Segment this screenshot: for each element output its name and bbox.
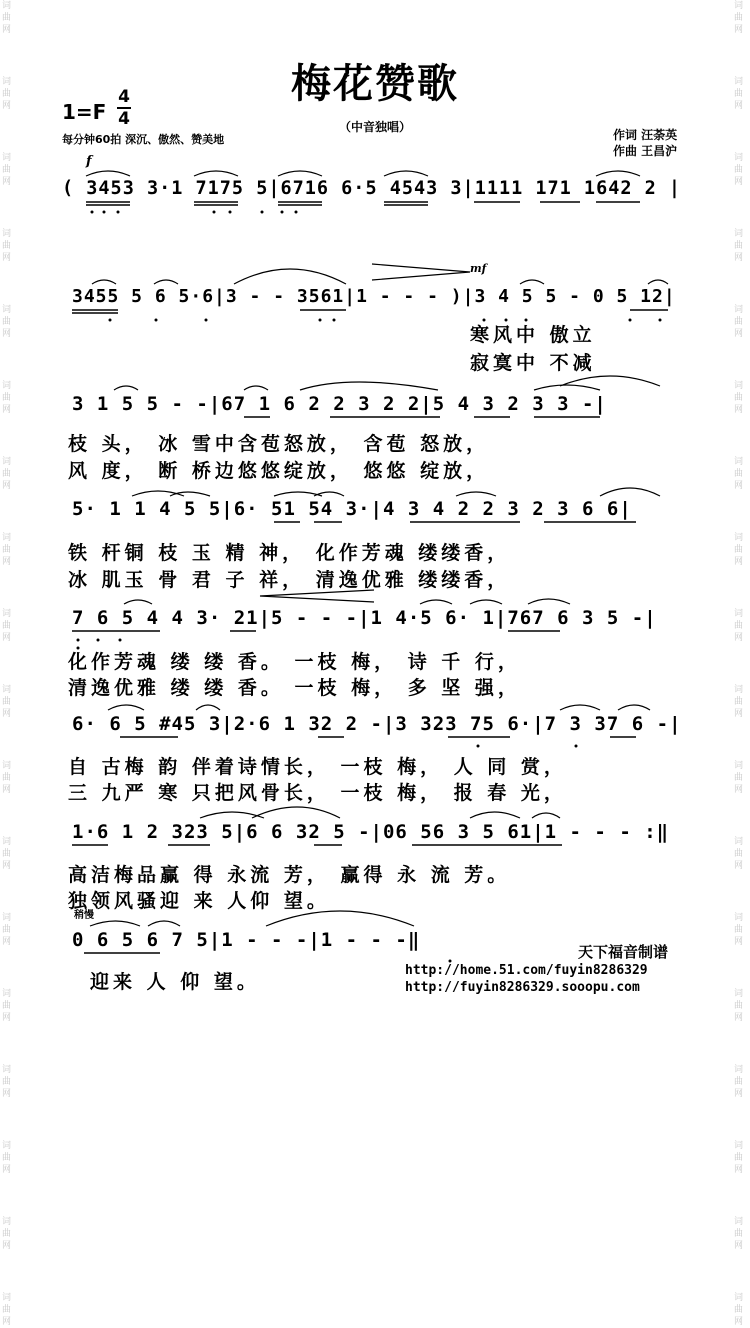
score-row-2: 3455 5 6 5·6|3 - - 3561|1 - - - )|3 4 5 5 - 0 5 12| (72, 286, 676, 307)
dynamic-mezzo-forte: mf (470, 262, 487, 275)
slur-arcs (86, 171, 668, 926)
score-row-1: ( 3453 3·1 7175 5|6716 6·5 4543 3|1111 171 1642 2 | (62, 178, 682, 199)
lyrics-row-7-verse-2: 独领风骚迎 来 人仰 望。 (68, 890, 330, 912)
lyrics-row-6-verse-1: 自 古梅 韵 伴着诗情长， 一枝 梅， 人 同 赏， (68, 756, 567, 778)
octave-dots (77, 211, 662, 963)
lyrics-row-8: 迎来 人 仰 望。 (90, 971, 260, 993)
footer-url-2: http://fuyin8286329.sooopu.com (405, 980, 640, 995)
score-row-4: 5· 1 1 4 5 5|6· 51 54 3·|4 3 4 2 2 3 2 3 6 6| (72, 498, 632, 520)
tempo-slow-marking: 稍慢 (74, 910, 94, 921)
lyrics-row-7-verse-1: 高洁梅品赢 得 永流 芳， 赢得 永 流 芳。 (68, 864, 511, 886)
underline-beams (72, 202, 668, 953)
score-row-7: 1·6 1 2 323 5|6 6 32 5 -|06 56 3 5 61|1 - - - :‖ (72, 821, 670, 843)
score-row-8: 0 6 5 6 7 5|1 - - -|1 - - -‖ (72, 929, 421, 951)
lyrics-row-3-verse-1: 枝 头， 冰 雪中含苞怒放， 含苞 怒放， (68, 433, 490, 455)
score-row-3: 3 1 5 5 - -|67 1 6 2 2 3 2 2|5 4 3 2 3 3 -| (72, 393, 607, 415)
lyricist-credit: 作词 汪荼英 (613, 128, 678, 142)
tempo-marking: 每分钟60拍 深沉、傲然、赞美地 (62, 133, 225, 146)
dynamic-forte: f (86, 154, 92, 169)
lyrics-row-6-verse-2: 三 九严 寒 只把风骨长， 一枝 梅， 报 春 光， (68, 782, 567, 804)
time-top: 4 (118, 87, 130, 107)
lyrics-row-2-verse-1: 寒风中 傲立 (470, 324, 596, 346)
lyrics-row-5-verse-2: 清逸优雅 缕 缕 香。 一枝 梅， 多 坚 强， (68, 677, 521, 699)
score-row-5: 7 6 5 4 4 3· 21|5 - - -|1 4·5 6· 1|767 6 3 5 -| (72, 607, 657, 629)
watermark-right: 词曲网 词曲网 词曲网 词曲网 词曲网 词曲网 词曲网 词曲网 词曲网 词曲网 词曲网 词曲网 词曲网 词曲网 词曲网 词曲网 词曲网 词曲网 (734, 1, 744, 1327)
lyrics-row-4-verse-1: 铁 杆铜 枝 玉 精 神， 化作芳魂 缕缕香， (68, 542, 511, 564)
lyrics-row-5-verse-1: 化作芳魂 缕 缕 香。 一枝 梅， 诗 千 行， (68, 651, 521, 673)
song-subtitle: （中音独唱） (338, 120, 411, 134)
brand-label: 天下福音制谱 (578, 943, 669, 961)
footer-url-1: http://home.51.com/fuyin8286329 (405, 963, 648, 978)
lyrics-row-3-verse-2: 风 度， 断 桥边悠悠绽放， 悠悠 绽放， (68, 460, 490, 482)
lyrics-row-2-verse-2: 寂寞中 不减 (470, 352, 596, 374)
time-bottom: 4 (118, 109, 130, 129)
score-row-6: 6· 6 5 #45 3|2·6 1 32 2 -|3 323 75 6·|7 3 37 6 -| (72, 713, 682, 735)
song-title: 梅花赞歌 (291, 61, 459, 107)
hairpins (260, 264, 470, 602)
lyrics-row-4-verse-2: 冰 肌玉 骨 君 子 祥， 清逸优雅 缕缕香， (68, 569, 511, 591)
key-signature: 1=F (62, 100, 107, 124)
composer-credit: 作曲 王昌沪 (613, 144, 678, 158)
watermark-left: 词曲网 词曲网 词曲网 词曲网 词曲网 词曲网 词曲网 词曲网 词曲网 词曲网 词曲网 词曲网 词曲网 词曲网 词曲网 词曲网 词曲网 词曲网 (2, 1, 12, 1327)
